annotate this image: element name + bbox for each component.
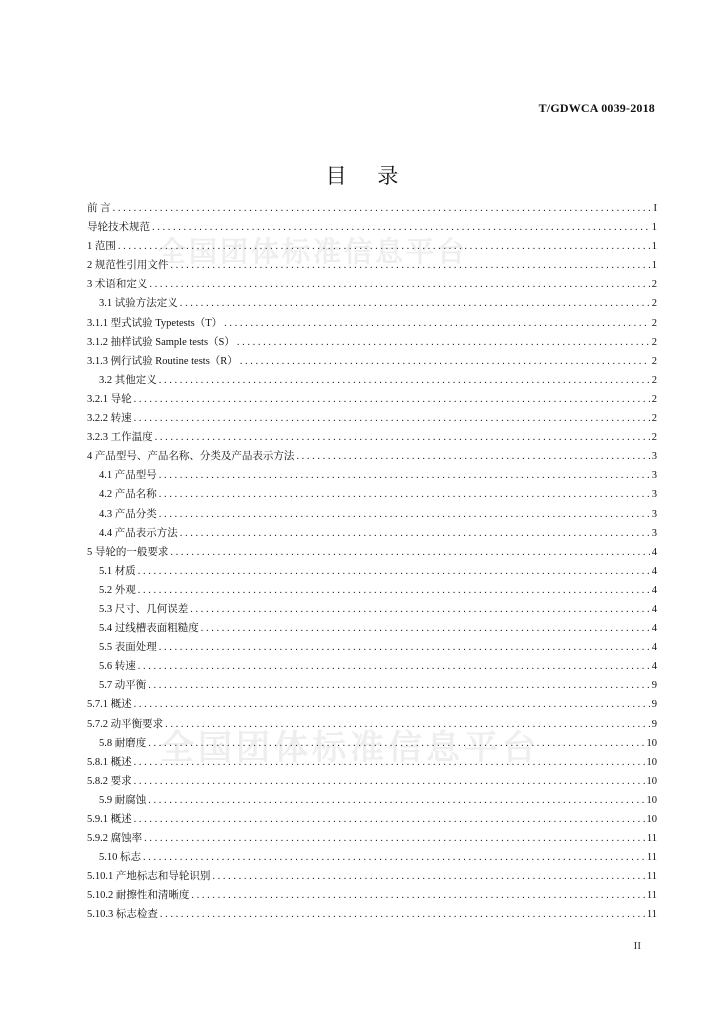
standard-code: T/GDWCA 0039-2018 xyxy=(538,101,655,115)
toc-entry-page-number: 2 xyxy=(651,413,657,425)
toc-entry-page-number: 10 xyxy=(646,814,657,825)
toc-entry-page-number: 11 xyxy=(646,871,657,883)
toc-entry[interactable] xyxy=(87,810,657,829)
toc-entry-label: 5.7.1 概述 xyxy=(87,699,132,711)
toc-entry-page-number: 11 xyxy=(646,909,657,921)
toc-leader-dots xyxy=(113,199,652,218)
toc-entry-page-number: 11 xyxy=(646,890,657,902)
toc-entry[interactable] xyxy=(87,466,657,485)
toc-entry[interactable] xyxy=(87,447,657,466)
toc-entry-label: 5.5 表面处理 xyxy=(99,642,157,654)
toc-entry[interactable] xyxy=(87,562,657,581)
toc-entry[interactable] xyxy=(87,505,657,524)
toc-entry-page-number: 2 xyxy=(651,317,657,329)
toc-entry-label: 5.3 尺寸、几何误差 xyxy=(99,603,189,615)
toc-entry-page-number: 1 xyxy=(651,241,657,253)
toc-entry[interactable] xyxy=(87,256,657,275)
toc-leader-dots xyxy=(190,600,650,619)
toc-entry-label: 5.9 耐腐蚀 xyxy=(99,794,147,806)
toc-entry-label: 导轮技术规范 xyxy=(87,222,150,234)
toc-entry-label: 2 规范性引用文件 xyxy=(87,260,169,272)
toc-entry-label: 5.4 过线槽表面粗糙度 xyxy=(99,623,199,635)
toc-entry-page-number: 2 xyxy=(651,355,657,367)
toc-entry-label: 4 产品型号、产品名称、分类及产品表示方法 xyxy=(87,451,295,463)
toc-entry[interactable] xyxy=(87,543,657,562)
toc-entry-label: 3.2.2 转速 xyxy=(87,413,132,425)
toc-entry-page-number: 3 xyxy=(651,508,657,520)
toc-leader-dots xyxy=(165,715,650,734)
toc-entry-page-number: 4 xyxy=(651,565,657,577)
toc-entry[interactable] xyxy=(87,581,657,600)
toc-entry-label: 5.1 材质 xyxy=(99,565,136,577)
toc-entry-page-number: 11 xyxy=(646,833,657,845)
toc-leader-dots xyxy=(149,275,649,294)
toc-entry[interactable] xyxy=(87,237,657,256)
toc-leader-dots xyxy=(118,237,650,256)
page-number: II xyxy=(633,940,641,952)
toc-leader-dots xyxy=(134,409,650,428)
toc-entry-page-number: 3 xyxy=(651,451,657,463)
toc-entry[interactable] xyxy=(87,619,657,638)
toc-entry-page-number: 4 xyxy=(651,623,657,635)
toc-leader-dots xyxy=(170,256,649,275)
toc-entry-label: 3.2.1 导轮 xyxy=(87,393,132,405)
toc-entry[interactable] xyxy=(87,524,657,543)
toc-entry[interactable] xyxy=(87,905,657,924)
toc-entry[interactable] xyxy=(87,218,657,237)
toc-leader-dots xyxy=(148,676,650,695)
toc-entry-page-number: 11 xyxy=(646,852,657,864)
toc-title: 目 录 xyxy=(325,164,411,188)
toc-entry[interactable] xyxy=(87,715,657,734)
toc-entry-label: 5.9.1 概述 xyxy=(87,814,132,825)
watermark-top: 全国团体标准信息平台 xyxy=(158,235,469,268)
toc-leader-dots xyxy=(237,333,650,352)
toc-entry-label: 1 范围 xyxy=(87,241,116,253)
toc-entry-page-number: I xyxy=(653,203,657,214)
toc-entry[interactable] xyxy=(87,428,657,447)
toc-entry-page-number: 2 xyxy=(651,298,657,310)
toc-entry[interactable] xyxy=(87,791,657,810)
toc-entry[interactable] xyxy=(87,848,657,867)
toc-leader-dots xyxy=(134,390,650,409)
toc-entry-page-number: 10 xyxy=(646,794,657,806)
toc-entry-label: 5.8 耐磨度 xyxy=(99,737,147,749)
toc-entry[interactable] xyxy=(87,657,657,676)
toc-entry[interactable] xyxy=(87,772,657,791)
toc-entry-label: 3.1 试验方法定义 xyxy=(99,298,178,310)
toc-entry[interactable] xyxy=(87,734,657,753)
toc-entry[interactable] xyxy=(87,275,657,294)
toc-entry-label: 5.8.1 概述 xyxy=(87,756,132,768)
toc-entry-page-number: 4 xyxy=(651,603,657,615)
toc-entry[interactable] xyxy=(87,371,657,390)
toc-entry-page-number: 10 xyxy=(646,756,657,768)
toc-entry-page-number: 4 xyxy=(651,546,657,558)
toc-entry-page-number: 1 xyxy=(651,260,657,272)
toc-entry-page-number: 9 xyxy=(651,680,657,692)
toc-entry-label: 5.10.3 标志检查 xyxy=(87,909,158,921)
toc-entry-page-number: 4 xyxy=(651,661,657,673)
toc-leader-dots xyxy=(152,218,650,237)
toc-entry-page-number: 10 xyxy=(646,737,657,749)
toc-entry-label: 5.10 标志 xyxy=(99,852,141,864)
toc-entry-label: 5.8.2 要求 xyxy=(87,775,132,787)
toc-entry-label: 4.4 产品表示方法 xyxy=(99,527,178,539)
toc-entry-label: 3 术语和定义 xyxy=(87,279,148,291)
toc-entry[interactable] xyxy=(87,333,657,352)
toc-entry-page-number: 2 xyxy=(651,393,657,405)
toc-entry-page-number: 4 xyxy=(651,642,657,654)
toc-entry-label: 4.3 产品分类 xyxy=(99,508,157,520)
toc-entry-page-number: 9 xyxy=(651,699,657,711)
toc-entry[interactable] xyxy=(87,314,657,333)
toc-entry-label: 4.2 产品名称 xyxy=(99,489,157,501)
toc-leader-dots xyxy=(144,829,645,848)
table-of-contents xyxy=(87,199,657,925)
toc-leader-dots xyxy=(180,294,650,313)
toc-entry[interactable] xyxy=(87,676,657,695)
toc-entry-label: 3.1.2 抽样试验 Sample tests（S） xyxy=(87,336,235,348)
toc-entry[interactable] xyxy=(87,867,657,886)
toc-entry[interactable] xyxy=(87,886,657,905)
toc-entry-page-number: 2 xyxy=(651,374,657,386)
toc-leader-dots xyxy=(138,562,650,581)
toc-entry-page-number: 3 xyxy=(651,489,657,501)
toc-leader-dots xyxy=(159,485,650,504)
toc-entry[interactable] xyxy=(87,753,657,772)
toc-leader-dots xyxy=(296,447,649,466)
toc-leader-dots xyxy=(148,734,644,753)
toc-entry-label: 3.2 其他定义 xyxy=(99,374,157,386)
toc-leader-dots xyxy=(134,810,645,829)
toc-leader-dots xyxy=(134,772,645,791)
toc-leader-dots xyxy=(159,466,650,485)
toc-leader-dots xyxy=(138,581,650,600)
toc-entry[interactable] xyxy=(87,390,657,409)
toc-entry[interactable] xyxy=(87,638,657,657)
toc-entry-label: 3.1.3 例行试验 Routine tests（R） xyxy=(87,355,238,367)
toc-leader-dots xyxy=(159,638,650,657)
toc-leader-dots xyxy=(134,753,645,772)
toc-entry[interactable] xyxy=(87,409,657,428)
toc-leader-dots xyxy=(138,657,650,676)
toc-entry-page-number: 10 xyxy=(646,775,657,787)
toc-entry-page-number: 3 xyxy=(651,470,657,482)
toc-entry[interactable] xyxy=(87,352,657,371)
toc-entry-label: 前 言 xyxy=(87,203,111,214)
toc-entry-label: 5.10.1 产地标志和导轮识别 xyxy=(87,871,211,883)
toc-leader-dots xyxy=(180,524,650,543)
toc-entry-page-number: 4 xyxy=(651,584,657,596)
toc-leader-dots xyxy=(212,867,645,886)
toc-entry-label: 3.2.3 工作温度 xyxy=(87,432,153,444)
toc-entry-label: 5.7.2 动平衡要求 xyxy=(87,718,164,730)
watermark-bottom: 全国团体标准信息平台 xyxy=(160,728,540,768)
toc-leader-dots xyxy=(240,352,650,371)
toc-leader-dots xyxy=(134,695,650,714)
toc-leader-dots xyxy=(191,886,645,905)
toc-leader-dots xyxy=(148,791,644,810)
toc-leader-dots xyxy=(159,505,650,524)
toc-entry-label: 5.9.2 腐蚀率 xyxy=(87,833,143,845)
toc-leader-dots xyxy=(143,848,645,867)
toc-entry[interactable] xyxy=(87,829,657,848)
toc-entry-page-number: 2 xyxy=(651,336,657,348)
toc-entry[interactable] xyxy=(87,600,657,619)
toc-entry-page-number: 1 xyxy=(651,222,657,234)
toc-entry-label: 5.2 外观 xyxy=(99,584,136,596)
toc-entry-page-number: 3 xyxy=(651,527,657,539)
toc-entry-label: 5.6 转速 xyxy=(99,661,136,673)
toc-leader-dots xyxy=(224,314,650,333)
toc-entry-label: 4.1 产品型号 xyxy=(99,470,157,482)
toc-entry[interactable] xyxy=(87,294,657,313)
toc-entry-label: 5.7 动平衡 xyxy=(99,680,147,692)
toc-entry-label: 5.10.2 耐擦性和清晰度 xyxy=(87,890,190,902)
toc-leader-dots xyxy=(170,543,649,562)
toc-entry-page-number: 2 xyxy=(651,432,657,444)
toc-entry-page-number: 9 xyxy=(651,718,657,730)
toc-entry-page-number: 2 xyxy=(651,279,657,291)
toc-entry-label: 3.1.1 型式试验 Typetests（T） xyxy=(87,317,223,329)
toc-entry-label: 5 导轮的一般要求 xyxy=(87,546,169,558)
toc-leader-dots xyxy=(159,371,650,390)
toc-entry[interactable] xyxy=(87,485,657,504)
toc-entry[interactable] xyxy=(87,695,657,714)
toc-leader-dots xyxy=(201,619,650,638)
toc-entry[interactable] xyxy=(87,199,657,218)
toc-leader-dots xyxy=(155,428,650,447)
toc-leader-dots xyxy=(160,905,645,924)
